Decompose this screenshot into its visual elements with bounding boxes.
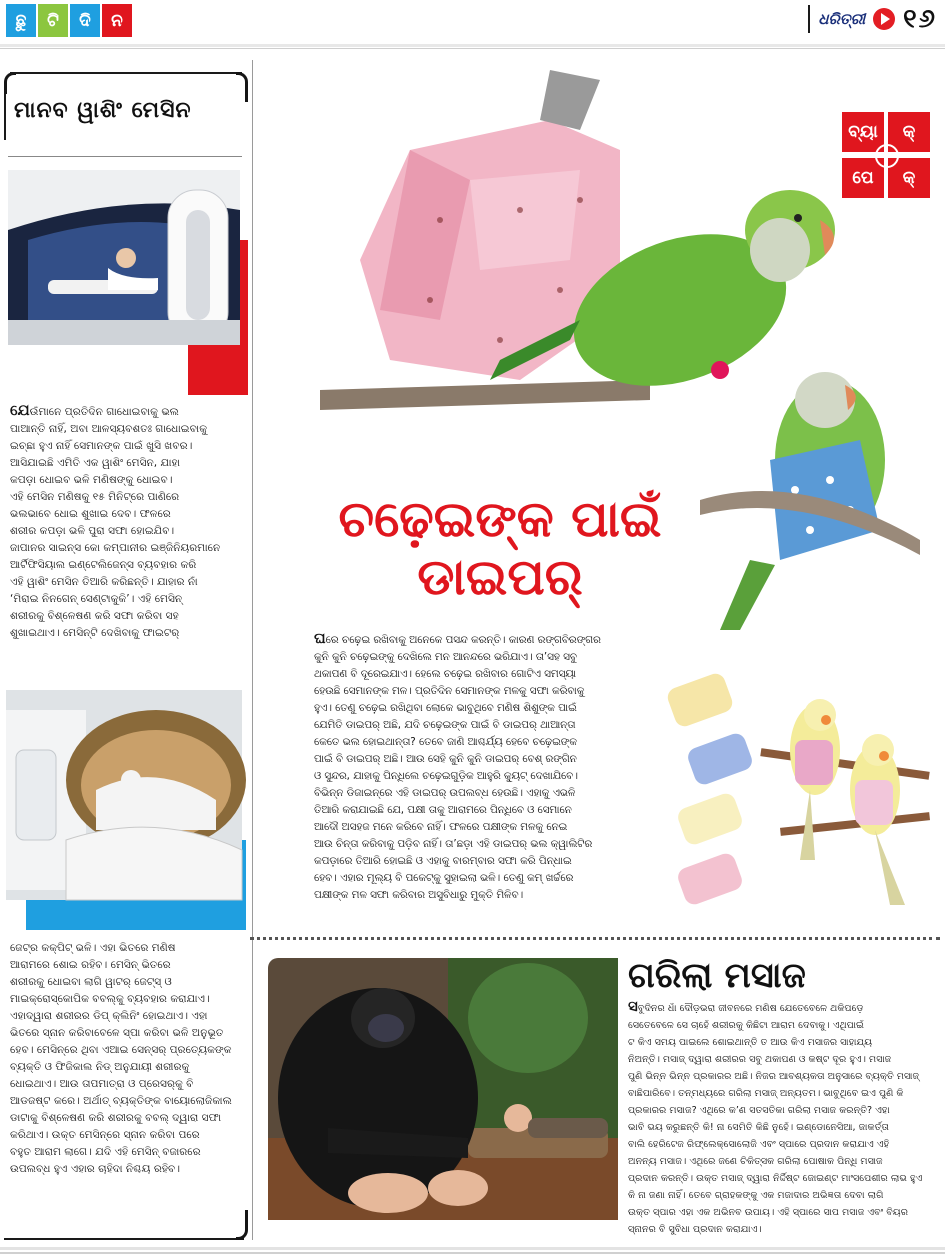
diaper-body [314, 630, 654, 904]
story-line: କି ନା ଜଣା ନାହିଁ। ତେବେ ଗ୍ରାହକଙ୍କୁ ଏକ ମଜାଦାର ଅଭିଜ୍ଞତା ଦେବା ଲାଗି [628, 1190, 884, 1201]
story-line: ପକ୍ଷୀଙ୍କ ମଳ ସଫା କରିବାର ଅସୁବିଧାରୁ ମୁକ୍ତି ମିଳିବ। [314, 889, 524, 901]
story-line [10, 402, 242, 421]
badge-cell: ବ୍ୟା [842, 112, 884, 152]
photo-washing-pod [8, 170, 248, 395]
frame-top-rule [10, 72, 242, 74]
story-line: ଶରୀର କପଡ଼ା ଭଳି ପୁରା ସଫା ହୋଇଯିବ। [10, 525, 175, 537]
story-line: ଭଲଭାବେ ଧୋଇ ଶୁଖାଇ ଦେବ। ଫଳରେ [10, 508, 171, 520]
photo-cockatiels-diapers-image [660, 660, 940, 920]
frame-hook-bottom-right [236, 1210, 248, 1240]
story-line: ଉକ୍ତ ସ୍ପାର ଏହା ଏକ ଅଭିନବ ଉପାୟ। ଏହି ସ୍ପାରେ ସାପ ମସାଜ ଏବଂ ବିୟର [628, 1207, 908, 1218]
kicker-letter: ଦି [70, 4, 100, 37]
story-line: ବ୍ୟକ୍ତି ଓ ଫିଜିକାଲ ନିଡ୍ ଅନୁଯାୟୀ ଶରୀରକୁ [10, 1061, 190, 1073]
story-line: ଆସିଯାଇଛି ଏମିତି ଏକ ୱାଶିଂ ମେସିନ, ଯାହା [10, 457, 181, 469]
story-line: ନିଅନ୍ତି। ମସାଜ୍ ଦ୍ୱାରା ଶରୀରର ସବୁ ଥକାପଣ ଓ କଷ୍ଟ ଦୂର ହୁଏ। ମସାଜ [628, 1054, 892, 1065]
diaper-headline [300, 490, 700, 606]
story-line: ଏହି ୱାଶିଂ ମେସିନ ତିଆରି କରିଛନ୍ତି। ଯାହାର ନାଁ [10, 576, 198, 588]
story-line: ‘ମିରାଇ ନିନଗେନ୍ ସେଣ୍ଟାକୁକି’। ଏହି ମେସିନ୍ [10, 593, 183, 605]
page-number: ୧୬ [903, 3, 937, 34]
kicker-letter: ଛୁ [6, 4, 36, 37]
gorilla-body [628, 998, 936, 1238]
frame-bottom-rule [4, 1238, 244, 1240]
dropcap: ଯେ [10, 401, 30, 419]
play-icon [873, 8, 895, 30]
left-column-story [0, 60, 250, 1256]
story-line: ବାଲି ହେରିଟେଜ ରିଫ୍ଲେକ୍ସୋଲୋଜି ଏବଂ ସ୍ପାରେ ପ୍ରଦାନ କରାଯାଏ ଏହି [628, 1139, 890, 1150]
headline-line: ଡାଇପର୍ [417, 548, 583, 606]
story-line: ପୁଣି ଭିନ୍ନ ଭିନ୍ନ ପ୍ରକାରର ଅଛି। ନିଜର ଆବଶ୍ୟକତା ଅନୁସାରେ ବ୍ୟକ୍ତି ମସାଜ୍ [628, 1071, 920, 1082]
section-kicker [6, 4, 132, 37]
line-text: ଉଁମାନେ ପ୍ରତିଦିନ ଗାଧୋଇବାକୁ ଭଲ [29, 406, 179, 418]
story-line: ଆଉ ଚିନ୍ତା କରିବାକୁ ପଡ଼ିବ ନାହିଁ। ତା’ଛଡ଼ା ଏହି ଡାଇପର୍ ଭଲ କ୍ୱାଲିଟିର [314, 838, 593, 850]
story-line: ଭାବି ଭୟ କରୁଛନ୍ତି କି! ନା ସେମିତି କିଛି ନୁହେଁ। ଇଣ୍ଡୋନେସିଆ, ଜାକର୍ତ୍ତା [628, 1122, 890, 1133]
footer-divider [0, 1247, 945, 1250]
story-line: ଏହାଦ୍ୱାରା ଶରୀରର ଡିପ୍ କ୍ଲିନିଂ ହୋଇଥାଏ। ଏହା [10, 1010, 208, 1022]
story-line: ବିଭିନ୍ନ ଡିଜାଇନ୍‌ରେ ଏହି ଡାଇପର୍ ଉପଲବ୍ଧ ହେଉଛି। ଏହାକୁ ଏଭଳି [314, 787, 576, 799]
story-line: ମାଇକ୍ରୋସ୍କୋପିକ ବବଲ୍‌କୁ ବ୍ୟବହାର କରାଯାଏ। [10, 993, 210, 1005]
story-line: ଜେଟ୍‌ର କକ୍‌ପିଟ୍ ଭଳି। ଏହା ଭିତରେ ମଣିଷ [10, 942, 176, 954]
story-line: ସ୍ନାନର ବି ସୁବିଧା ପ୍ରଦାନ କରାଯାଏ। [628, 1224, 762, 1235]
story-line: କରିଥାଏ। ଉକ୍ତ ମେସିନ୍‌ରେ ସ୍ନାନ କରିବା ପରେ [10, 1129, 200, 1141]
column-divider [252, 60, 253, 1240]
story-line: ଯେମିତି ଡାଇପର୍ ଅଛି, ଯଦି ଚଢ଼େଇଙ୍କ ପାଇଁ ବି ଡାଇପର୍ ଥାଆନ୍ତା [314, 719, 576, 731]
story-line: ଆର୍ଟିଫିସିୟାଲ ଇଣ୍ଟେଲିଜେନ୍ସ ବ୍ୟବହାର କରି [10, 559, 197, 571]
story-line: କପଡ଼ା ଧୋଇବ ଭଳି ମଣିଷଙ୍କୁ ଧୋଇବ। [10, 474, 173, 486]
story-line: ପ୍ରକାରର ମସାଜ? ଏଥିରେ କ’ଣ ସତସତିକା ଗରିଲା ମସାଜ କରନ୍ତି? ଏହା [628, 1105, 890, 1116]
story-line: ତିଆରି କରାଯାଇଛି ଯେ, ପକ୍ଷୀ ତାକୁ ଆରାମରେ ପିନ୍ଧିବେ ଓ ସେମାନେ [314, 804, 572, 816]
story-line: ଜାପାନର ସାଇନ୍ସ କୋ କମ୍ପାନୀର ଇଞ୍ଜିନିୟରମାନେ [10, 542, 221, 554]
dropcap: ଘ [314, 629, 326, 647]
story-body-top [10, 402, 242, 642]
story-line: କପଡ଼ାରେ ତିଆରି ହୋଇଛି ଓ ଏହାକୁ ବାରମ୍ବାର ସଫା କରି ପିନ୍ଧାଇ [314, 855, 572, 867]
story-line: ଆରାମରେ ଶୋଇ ରହିବ। ମେସିନ୍ ଭିତରେ [10, 959, 171, 971]
line-text: ବୁଦିନର ଧାଁ ଦୌଡ଼ଭରା ଜୀବନରେ ମଣିଷ ଯେତେବେଳେ ଥକିପଡ଼େ [637, 1003, 864, 1014]
photo-washing-pod-image [8, 170, 248, 395]
story-line: ଭିତରେ ସ୍ନାନ କରିବାବେଳେ ସ୍ପା କରିବା ଭଳି ଅନୁଭୂତ [10, 1027, 224, 1039]
story-line [628, 998, 936, 1017]
badge-cell: କ୍ [888, 112, 930, 152]
photo-pod-interior [6, 690, 246, 930]
story-line: କେତେ ଭଲ ହୋଇଥାନ୍ତା? ତେବେ ଜାଣି ଆଶ୍ଚର୍ଯ୍ୟ ହେବେ ଚଢ଼େଇଙ୍କ [314, 736, 577, 748]
badge-cell: ପେ [842, 158, 884, 198]
story-line: ବହୁତ ଆରାମ ଲାଗେ। ଯଦି ଏହି ମେସିନ୍ ବଜାରରେ [10, 1146, 201, 1158]
story-line: ଇଚ୍ଛା ହୁଏ ନାହିଁ ସେମାନଙ୍କ ପାଇଁ ଖୁସି ଖବର। [10, 440, 193, 452]
header-divider [0, 44, 945, 47]
story-line: ଆଡଜଷ୍ଟ କରେ। ଅର୍ଥାତ୍ ବ୍ୟକ୍ତିଙ୍କ ବାୟୋଲୋଜିକାଲ [10, 1095, 232, 1107]
photo-gorilla-massage-image [268, 958, 618, 1220]
photo-pod-interior-image [6, 690, 246, 930]
page-header [0, 0, 945, 60]
kicker-letter: ନ [102, 4, 132, 37]
story-line: ହେବ। ଏହାର ମୂଲ୍ୟ ବି ପକେଟ୍‌କୁ ସୁହାଇଲା ଭଳି। ତେଣୁ କମ୍ ଖର୍ଚ୍ଚରେ [314, 872, 574, 884]
story-line: ଶରୀରକୁ ଧୋଇବା ଲାଗି ୱାଟର୍ ଜେଟ୍‌ସ୍ ଓ [10, 976, 172, 988]
badge-cell: କ୍ [888, 158, 930, 198]
story-line [314, 630, 654, 649]
story-line: ହୁଏ। ତେଣୁ ଚଢ଼େଇ ରଖିଥିବା ଲୋକେ ଭାବୁଥିବେ ମଣିଷ ଶିଶୁଙ୍କ ପାଇଁ [314, 702, 577, 714]
dropcap: ସ [628, 997, 638, 1015]
story-line: ହେବ। ମେସିନ୍‌ରେ ଥିବା ଏଆଇ ସେନ୍ସର୍ ପ୍ରତ୍ୟେକଙ୍କ [10, 1044, 232, 1056]
story-line: ଉପଲବ୍ଧ ହୁଏ ଏହାର ଚାହିଦା ନିଶ୍ଚୟ ରହିବ। [10, 1163, 181, 1175]
story-line: ଡାଟାକୁ ବିଶ୍ଳେଷଣ କରି ଶରୀରକୁ ବବଲ୍ ଦ୍ୱାରା ସଫା [10, 1112, 222, 1124]
story-line: ଆଦୌ ଅସହଜ ମନେ କରିବେ ନାହିଁ। ଫଳରେ ପକ୍ଷୀଙ୍କ ମଳକୁ ନେଇ [314, 821, 568, 833]
story-line: ଓ ସୁନ୍ଦର, ଯାହାକୁ ପିନ୍ଧିଲେ ଚଢ଼େଇଗୁଡ଼ିକ ଆହୁରି କ୍ୟୁଟ୍ ଦେଖାଯିବେ। [314, 770, 578, 782]
kicker-letter: ଟି [38, 4, 68, 37]
line-text: ରେ ଚଢ଼େଇ ରଖିବାକୁ ଅନେକେ ପସନ୍ଦ କରନ୍ତି। କାରଣ ରଙ୍ଗବିରଙ୍ଗର [325, 634, 601, 646]
headline-underline [8, 156, 242, 157]
story-line: ହେଉଛି ସେମାନଙ୍କ ମଳ। ପ୍ରତିଦିନ ସେମାନଙ୍କ ମଳକୁ ସଫା କରିବାକୁ [314, 685, 585, 697]
story-line: ଶୁଖାଇଥାଏ। ମେସିନ୍‌ଟି ଦେଖିବାକୁ ଫାଇଟର୍ [10, 627, 180, 639]
story-line: ପ୍ରଦାନ କରନ୍ତି। ଉକ୍ତ ମସାଜ୍ ଦ୍ୱାରା ନିର୍ଦ୍ଦିଷ୍ଟ ଜୋଇଣ୍ଟ ମାଂସପେଶୀର ଲାଭ ହୁଏ [628, 1173, 923, 1184]
story-line: ଟ କିଏ ସମୟ ପାଇଲେ ଶୋଇଥାନ୍ତି ତ ଆଉ କିଏ ମସାଜର ସାହାଯ୍ୟ [628, 1037, 873, 1048]
photo-cockatiels-diapers [660, 660, 940, 920]
story-line: ଅନନ୍ୟ ମସାଜ। ଏଥିରେ ଜଣେ ଚିକିତ୍ସକ ଗରିଲା ପୋଷାକ ପିନ୍ଧି ମସାଜ [628, 1156, 883, 1167]
story-line: ସେତେବେଳେ ସେ ଚାହେଁ ଶରୀରକୁ କିଛିଟା ଆରାମ ଦେବାକୁ। ଏଥିପାଇଁ [628, 1020, 865, 1031]
story-line: ପାଇଁ ବି ଡାଇପର୍ ଅଛି। ଆଉ ସେହି କୁନି କୁନି ଡାଇପର୍ ବେଶ୍ ରଙ୍ଗିନ [314, 753, 577, 765]
story-line: ଥକାପଣ ବି ଦୂରେଇଯାଏ। ହେଲେ ଚଢ଼େଇ ରଖିବାର ଗୋଟିଏ ସମସ୍ୟା [314, 668, 577, 680]
story-body-bottom [10, 940, 242, 1178]
header-divider-thin [0, 48, 945, 49]
footer-divider-thin [0, 1252, 945, 1254]
photo-gorilla-massage [268, 958, 618, 1220]
gorilla-headline: ଗରିଲା ମସାଜ [628, 956, 806, 996]
story-line: ଶରୀରକୁ ବିଶ୍ଳେଷଣ କରି ସଫା କରିବା ସହ [10, 610, 179, 622]
headline-line: ଚଢ଼େଇଙ୍କ ପାଇଁ [338, 490, 662, 548]
publication-mark [808, 2, 937, 36]
story-headline: ମାନବ ୱାଶିଂ ମେସିନ [14, 98, 192, 123]
story-line: ପାଆନ୍ତି ନାହିଁ, ଅବା ଆଳସ୍ୟବଶତଃ ଗାଧୋଇବାକୁ [10, 423, 208, 435]
frame-left-rule [4, 90, 6, 140]
story-line: ଧୋଇଥାଏ। ଆଉ ତାପମାତ୍ରା ଓ ପ୍ରେସର୍‌କୁ ବି [10, 1078, 194, 1090]
publication-logo: ଧରିତ୍ରୀ [818, 10, 866, 28]
separator [808, 5, 810, 33]
story-line: ବାଛିପାରିବେ। ତନ୍ମଧ୍ୟରେ ଗରିଲା ମସାଜ୍ ଅନ୍ୟତମ। ଭାବୁଥିବେ ଇଏ ପୁଣି କି [628, 1088, 904, 1099]
story-line: କୁନି କୁନି ଚଢ଼େଇଙ୍କୁ ଦେଖିଲେ ମନ ଆନନ୍ଦରେ ଭରିଯାଏ। ତା’ସହ ସବୁ [314, 651, 577, 663]
section-divider-dotted [250, 937, 940, 940]
story-line: ଏହି ମେସିନ ମଣିଷକୁ ୧୫ ମିନିଟ୍‌ରେ ପାଣିରେ [10, 491, 180, 503]
